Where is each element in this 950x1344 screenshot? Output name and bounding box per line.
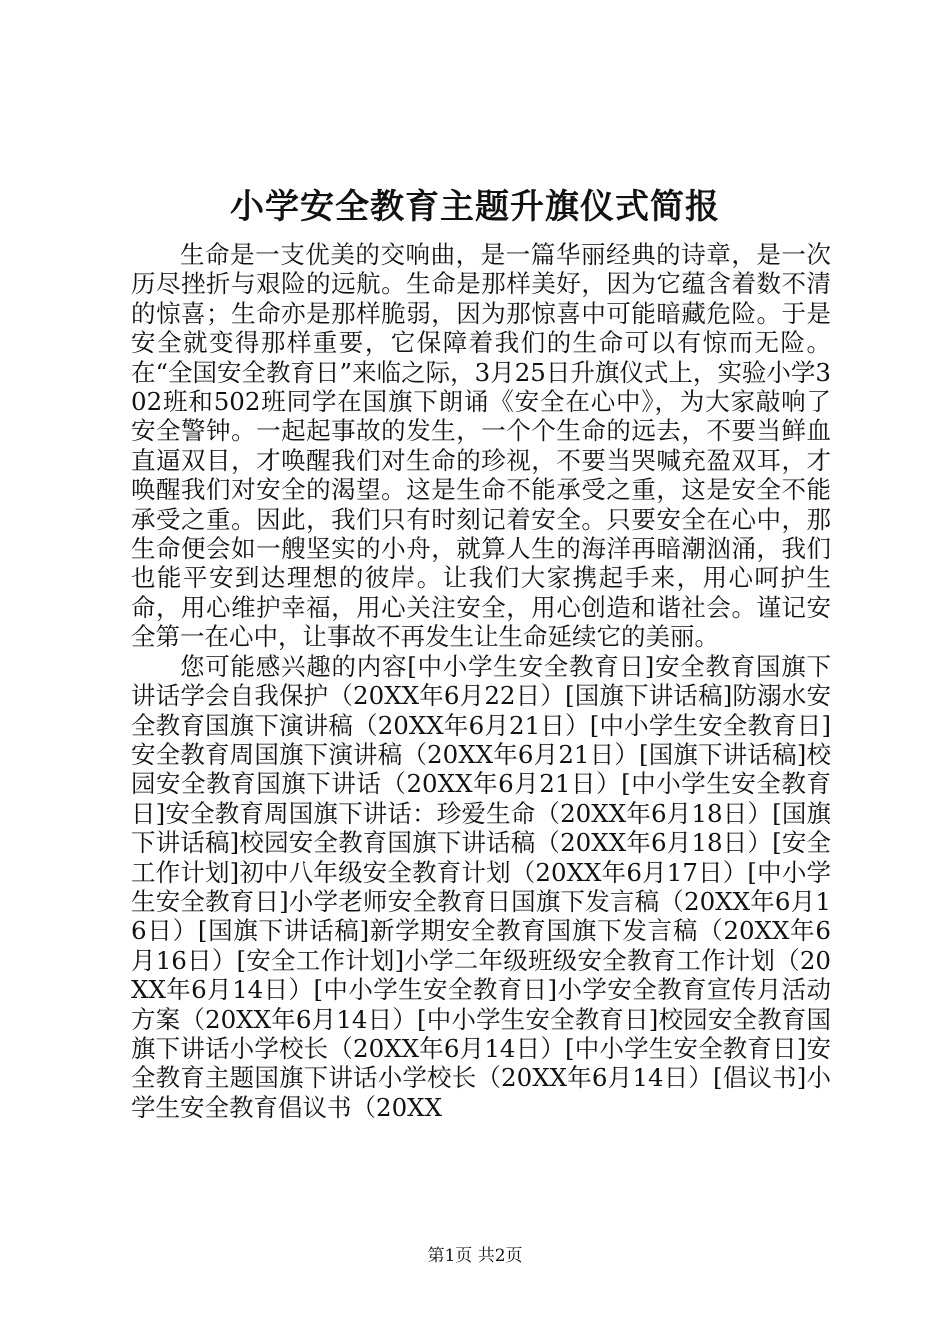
paragraph-related-content: 您可能感兴趣的内容[中小学生安全教育日]安全教育国旗下讲话学会自我保护（20XX年6月22日）[国旗下讲话稿]防溺水安全教育国旗下演讲稿（20XX年6月21日）[中小学生安全教育日]安全教育周国旗下演讲稿（20XX年6月21日）[国旗下讲话稿]校园安全教育国旗下讲话（20XX年6月21日）[中小学生安全教育日]安全教育周国旗下讲话：珍爱生命（20XX年6月18日）[国旗下讲话稿]校园安全教育国旗下讲话稿（20XX年6月18日）[安全工作计划]初中八年级安全教育计划（20XX年6月17日）[中小学生安全教育日]小学老师安全教育日国旗下发言稿（20XX年6月16日）[国旗下讲话稿]新学期安全教育国旗下发言稿（20XX年6月16日）[安全工作计划]小学二年级班级安全教育工作计划（20XX年6月14日）[中小学生安全教育日]小学安全教育宣传月活动方案（20XX年6月14日）[中小学生安全教育日]校园安全教育国旗下讲话小学校长（20XX年6月14日）[中小学生安全教育日]安全教育主题国旗下讲话小学校长（20XX年6月14日）[倡议书]小学生安全教育倡议书（20XX (131, 651, 831, 1122)
document-body (131, 240, 831, 1122)
page-footer: 第1页 共2页 (427, 1246, 523, 1266)
paragraph-intro: 生命是一支优美的交响曲，是一篇华丽经典的诗章，是一次历尽挫折与艰险的远航。生命是那样美好，因为它蕴含着数不清的惊喜；生命亦是那样脆弱，因为那惊喜中可能暗藏危险。于是安全就变得那样重要，它保障着我们的生命可以有惊而无险。在“全国安全教育日”来临之际，3月25日升旗仪式上，实验小学302班和502班同学在国旗下朗诵《安全在心中》，为大家敲响了安全警钟。一起起事故的发生，一个个生命的远去，不要当鲜血直逼双目，才唤醒我们对生命的珍视，不要当哭喊充盈双耳，才唤醒我们对安全的渴望。这是生命不能承受之重，这是安全不能承受之重。因此，我们只有时刻记着安全。只要安全在心中，那生命便会如一艘坚实的小舟，就算人生的海洋再暗潮汹涌，我们也能平安到达理想的彼岸。让我们大家携起手来，用心呵护生命，用心维护幸福，用心关注安全，用心创造和谐社会。谨记安全第一在心中，让事故不再发生让生命延续它的美丽。 (131, 240, 831, 652)
document-title: 小学安全教育主题升旗仪式简报 (230, 187, 720, 227)
